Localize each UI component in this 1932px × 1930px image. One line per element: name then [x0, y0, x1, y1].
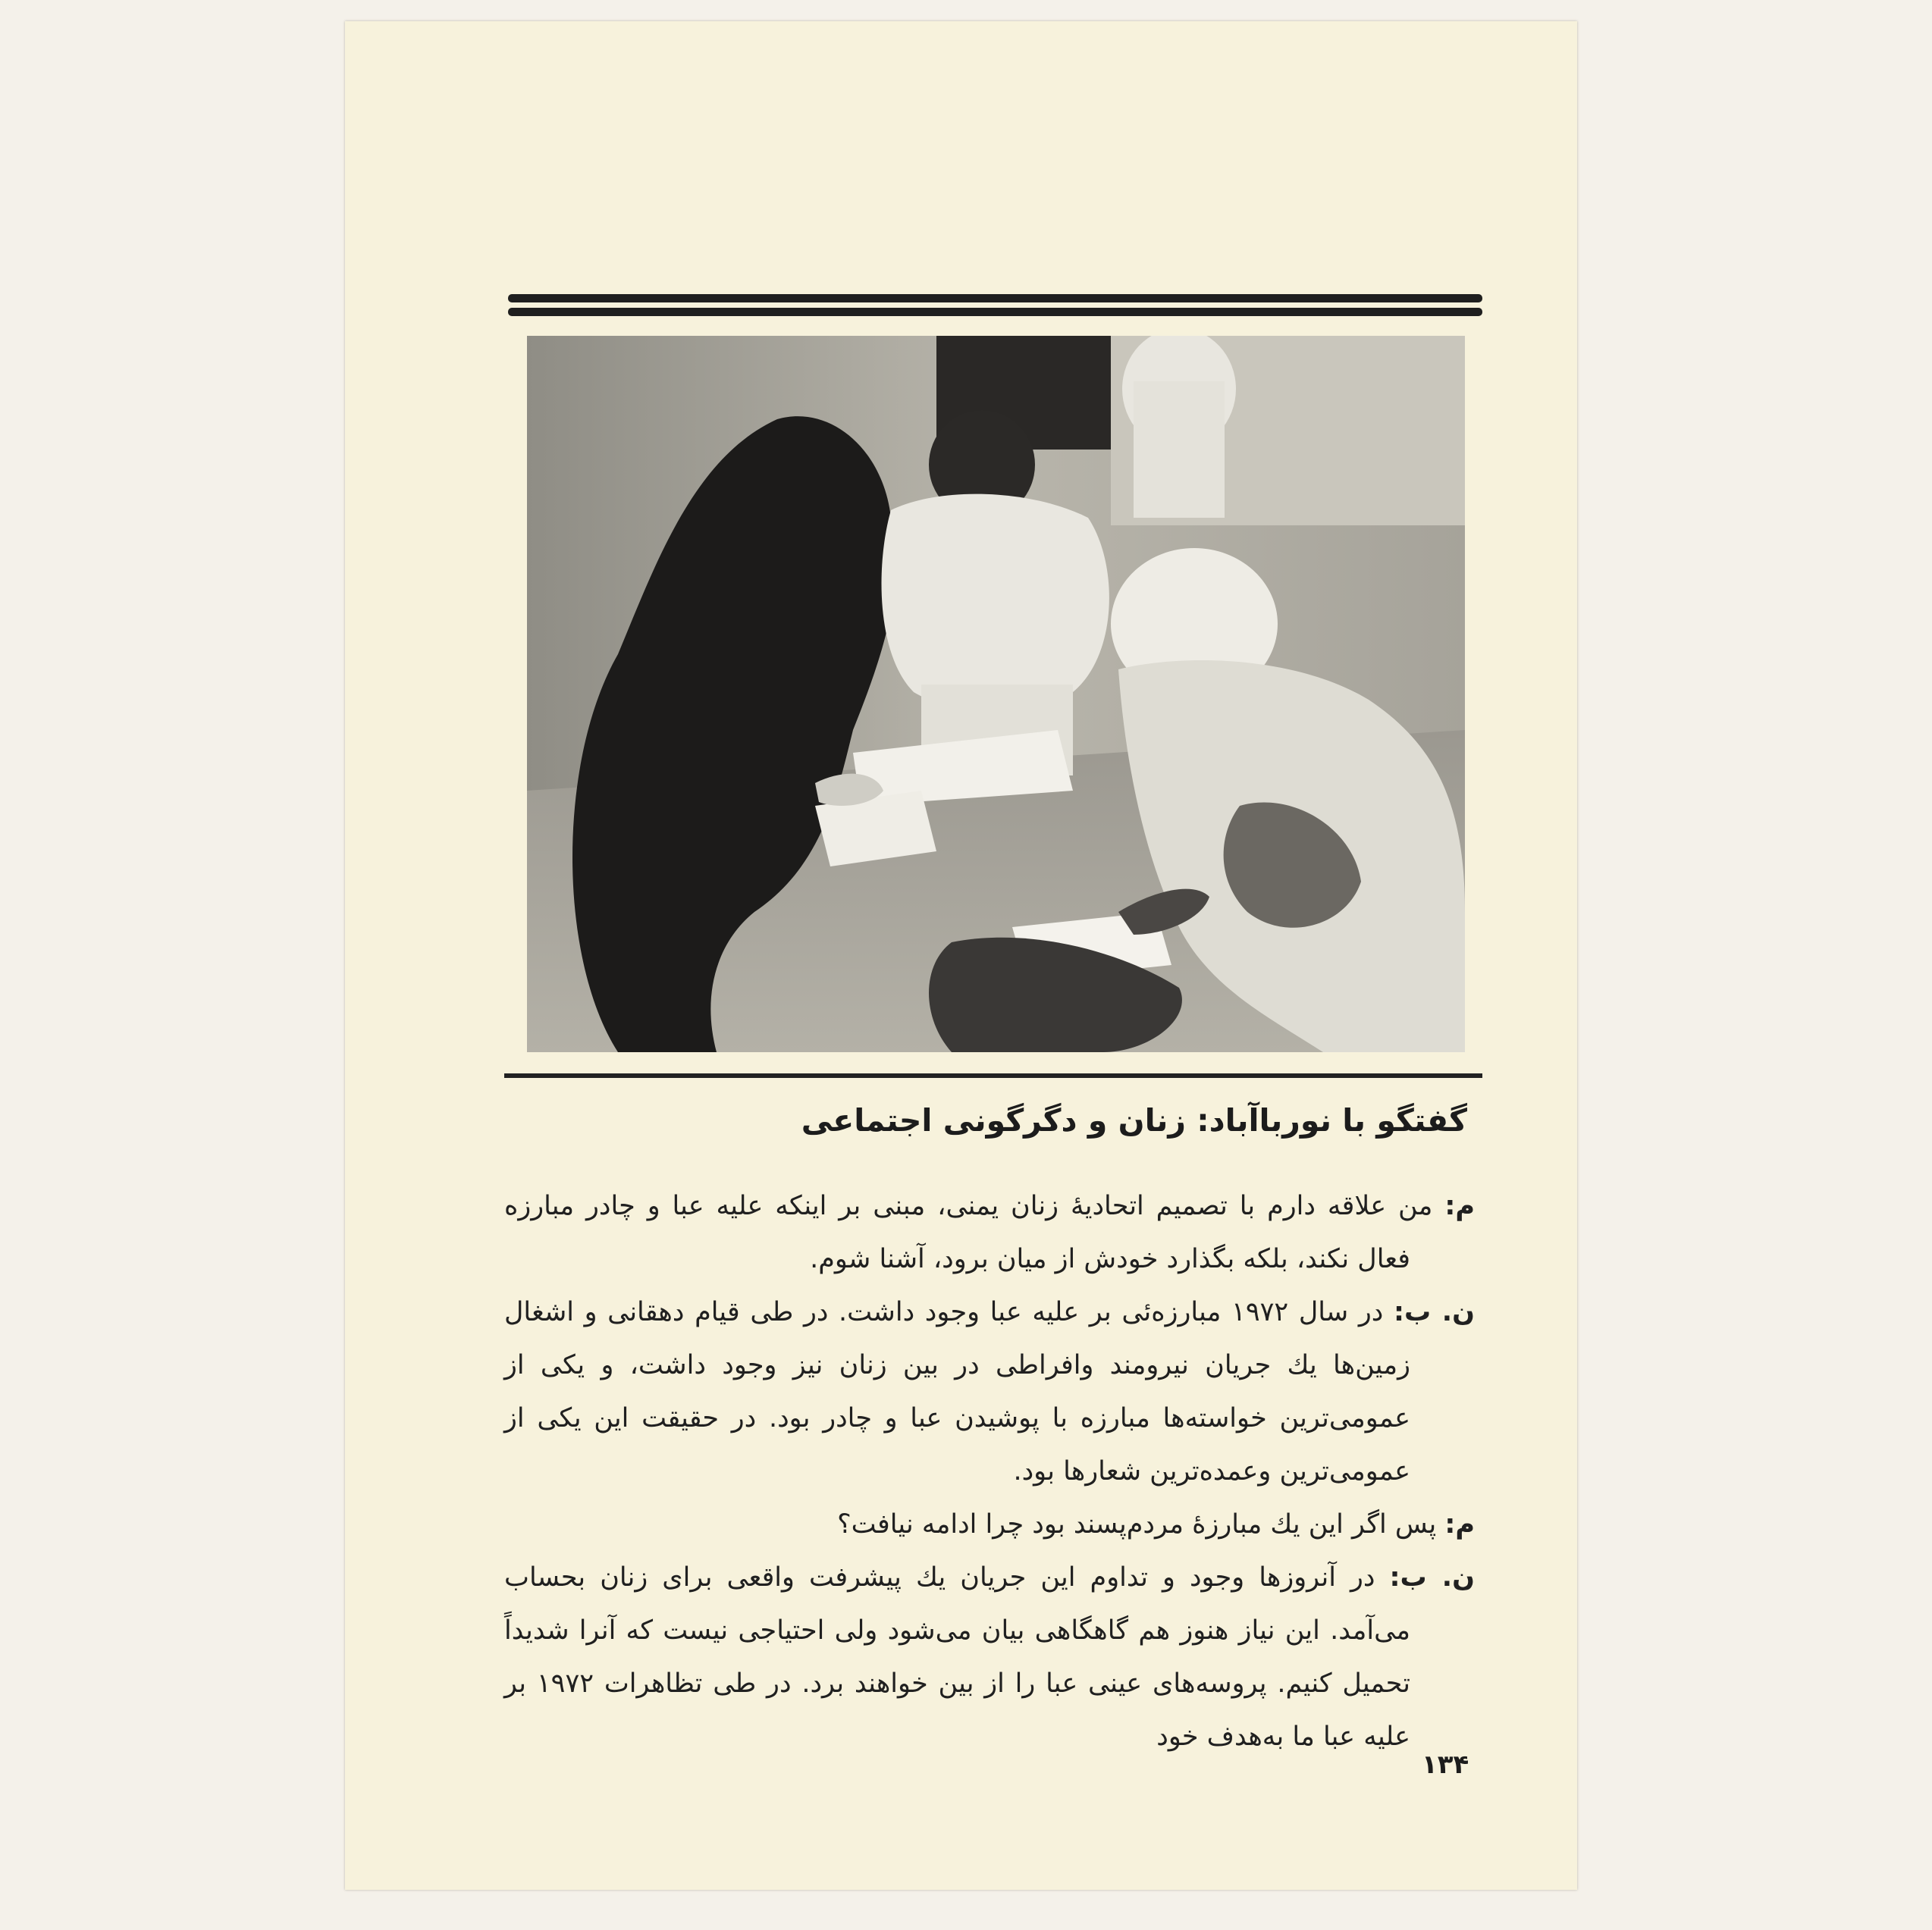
dialogue-paragraph-4 — [504, 1551, 1475, 1763]
dialogue-paragraph-2 — [504, 1286, 1475, 1498]
top-rule-lower — [508, 308, 1482, 316]
book-page — [345, 21, 1577, 1890]
page-number: ۱۳۴ — [1422, 1750, 1469, 1780]
interview-body — [504, 1180, 1475, 1763]
dialogue-text: در آنروزها وجود و تداوم این جریان یك پیشرفت واقعی برای زنان بحساب می‌آمد. این نیاز هنوز هم گاهگاهی بیان می‌شود ولی احتیاجی نیست که آنرا شدیداً تحمیل کنیم. پروسه‌های عینی عبا را از بین خواهند برد. در طی تظاهرات ۱۹۷۲ بر علیه عبا ما به‌هدف خود — [504, 1562, 1410, 1752]
article-heading: گفتگو با نوربا‌آباد: زنان و دگرگونی اجتماعی — [801, 1102, 1467, 1139]
speaker-label: م: — [1444, 1509, 1475, 1540]
speaker-label: ن. ب: — [1393, 1297, 1475, 1327]
dialogue-text: در سال ۱۹۷۲ مبارزه‌ئی بر علیه عبا وجود داشت. در طی قیام دهقانی و اشغال زمین‌ها یك جریان نیرومند وافراطی در بین زنان نیز وجود داشت، و یکی از عمومی‌ترین خواسته‌ها مبارزه با پوشیدن عبا و چادر بود. در حقیقت این یکی از عمومی‌ترین وعمده‌ترین شعارها بود. — [504, 1297, 1410, 1487]
dialogue-text: پس اگر این یك مبارزهٔ مردم‌پسند بود چرا ادامه نیافت؟ — [837, 1509, 1437, 1540]
dialogue-paragraph-3 — [504, 1498, 1475, 1551]
dialogue-paragraph-1 — [504, 1180, 1475, 1286]
photo-women-signing — [527, 336, 1465, 1052]
speaker-label: ن. ب: — [1389, 1562, 1475, 1593]
bottom-rule — [504, 1073, 1482, 1078]
dialogue-text: من علاقه دارم با تصمیم اتحادیهٔ زنان یمنی، مبنی بر اینکه علیه عبا و چادر مبارزه فعال نکند، بلکه بگذارد خودش از میان برود، آشنا شوم. — [504, 1191, 1433, 1274]
top-rule-upper — [508, 294, 1482, 302]
photo-women-signing-icon — [527, 336, 1465, 1052]
speaker-label: م: — [1444, 1191, 1475, 1221]
